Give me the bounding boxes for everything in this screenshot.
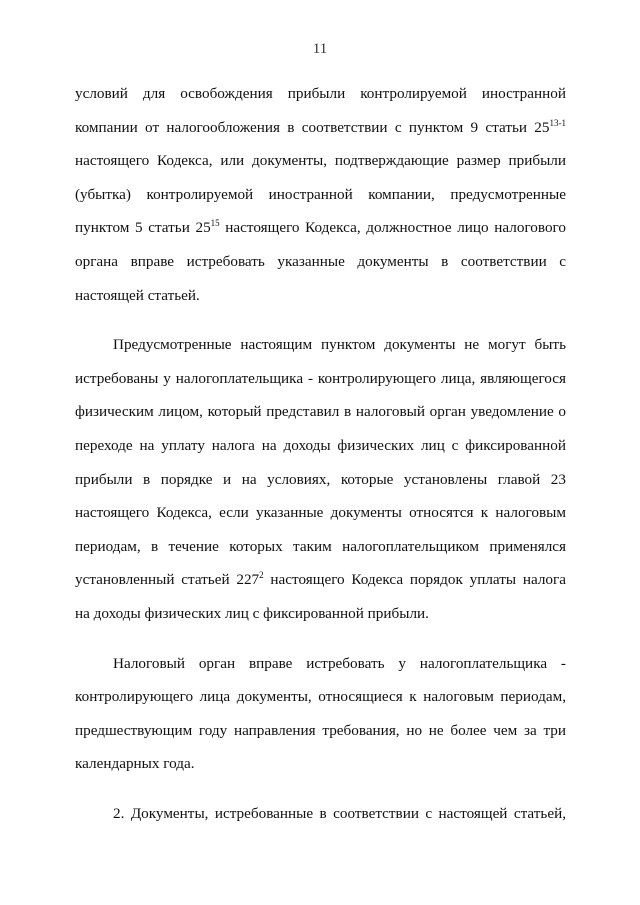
text-line: [75, 144, 566, 178]
text-line-content: 2. Документы, истребованные в соответствии с настоящей статьей,: [113, 804, 566, 822]
text-line-content: на доходы физических лиц с фиксированной прибыли.: [75, 604, 429, 622]
text-line: [75, 429, 566, 463]
text-line: [75, 530, 566, 564]
text-line-content: компании от налогообложения в соответствии с пунктом 9 статьи 25: [75, 118, 550, 136]
text-line-content: периодам, в течение которых таким налогоплательщиком применялся: [75, 537, 566, 555]
text-line: [75, 328, 566, 362]
text-line: [75, 797, 566, 831]
text-line-content: прибыли в порядке и на условиях, которые установлены главой 23: [75, 470, 566, 488]
text-line: [75, 279, 566, 313]
superscript: 13-1: [549, 117, 566, 128]
text-line: [75, 714, 566, 748]
text-line: [75, 647, 566, 681]
text-line-content: (убытка) контролируемой иностранной компании, предусмотренные: [75, 185, 566, 203]
superscript: 15: [210, 218, 220, 229]
text-line-content: предшествующим году направления требования, но не более чем за три: [75, 721, 566, 739]
text-line-content: контролирующего лица документы, относящиеся к налоговым периодам,: [75, 688, 566, 706]
text-line-continuation: настоящего Кодекса порядок уплаты налога: [263, 571, 566, 589]
text-line-content: пунктом 5 статьи 25: [75, 219, 211, 237]
text-line: [75, 563, 566, 597]
text-line: [75, 496, 566, 530]
text-line-content: органа вправе истребовать указанные документы в соответствии с: [75, 252, 566, 270]
text-line-content: Предусмотренные настоящим пунктом документы не могут быть: [113, 336, 566, 354]
text-line: [75, 245, 566, 279]
text-line-content: Налоговый орган вправе истребовать у налогоплательщика -: [113, 654, 566, 672]
text-line-continuation: настоящего Кодекса, должностное лицо налогового: [219, 219, 566, 237]
text-line-content: настоящей статьей.: [75, 286, 200, 304]
document-body: [75, 77, 566, 830]
text-line-content: истребованы у налогоплательщика - контролирующего лица, являющегося: [75, 369, 566, 387]
text-line-content: установленный статьей 227: [75, 571, 260, 589]
text-line: [75, 597, 566, 631]
text-line: [75, 463, 566, 497]
paragraph-gap: [75, 312, 566, 328]
text-line: [75, 178, 566, 212]
superscript: 2: [259, 570, 264, 581]
text-line: [75, 111, 566, 145]
text-line-content: условий для освобождения прибыли контролируемой иностранной: [75, 85, 566, 102]
text-line-content: календарных года.: [75, 755, 195, 773]
text-line: [75, 77, 566, 111]
text-line-content: физическим лицом, который представил в налоговый орган уведомление о: [75, 403, 566, 421]
paragraph-gap: [75, 781, 566, 797]
text-line-content: настоящего Кодекса, или документы, подтверждающие размер прибыли: [75, 152, 566, 170]
page-number: 11: [312, 41, 328, 57]
paragraph-gap: [75, 631, 566, 647]
text-line: [75, 747, 566, 781]
text-line: [75, 680, 566, 714]
text-line-content: переходе на уплату налога на доходы физических лиц с фиксированной: [75, 436, 566, 454]
text-line: [75, 395, 566, 429]
text-line: [75, 362, 566, 396]
text-line-content: настоящего Кодекса, если указанные документы относятся к налоговым: [75, 504, 566, 522]
text-line: [75, 211, 566, 245]
